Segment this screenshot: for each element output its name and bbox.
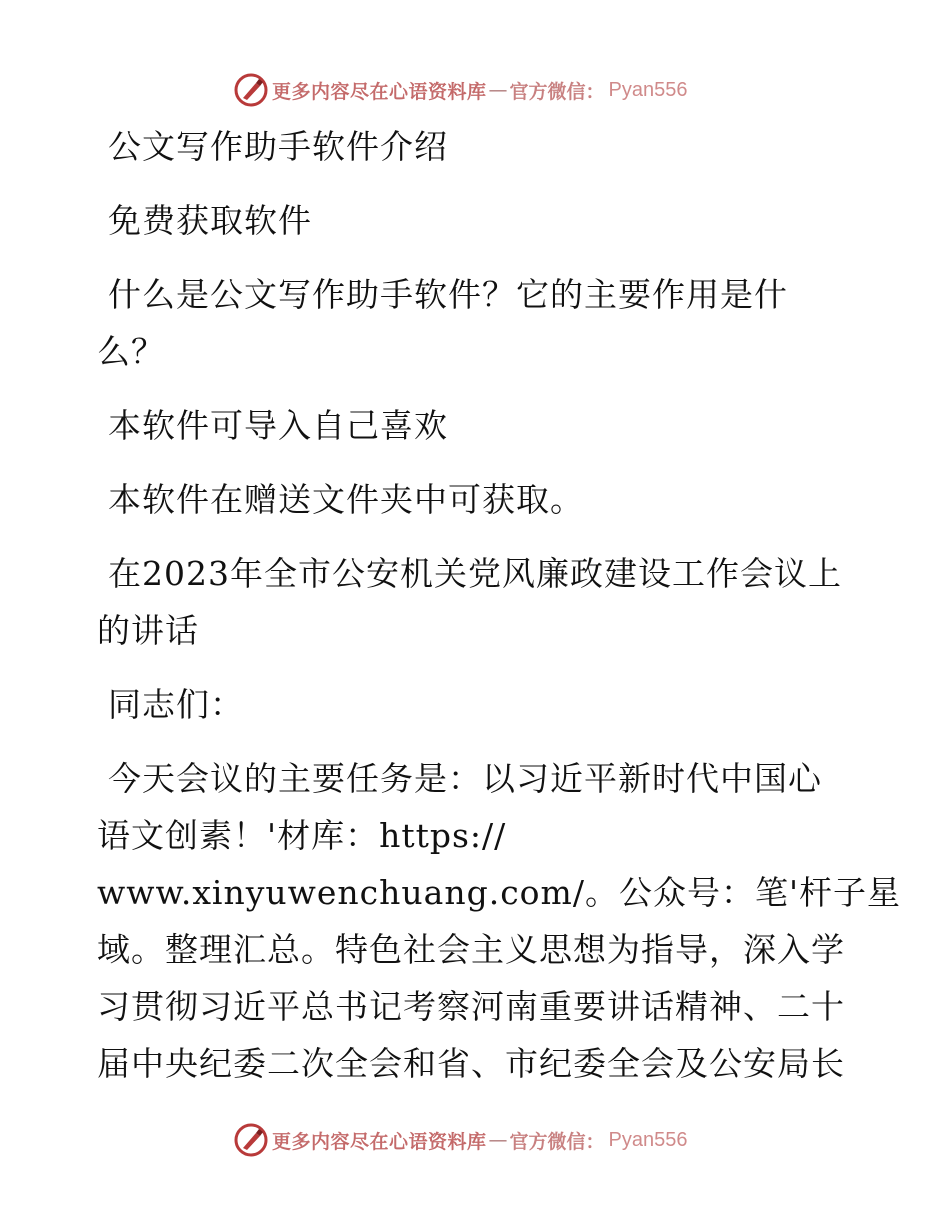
paragraph-title xyxy=(97,118,857,175)
paragraph-line: 免费获取软件 xyxy=(108,201,312,240)
paragraph-what-is xyxy=(97,249,857,380)
banner-slogan: 更多内容尽在心语资料库 xyxy=(272,1130,487,1153)
paragraph-line: 域。整理汇总。特色社会主义思想为指导，深入学 xyxy=(97,930,845,969)
paragraph-import xyxy=(97,380,857,454)
paragraph-line: 语文创素！'材库：https:// xyxy=(97,816,507,855)
header-watermark-banner xyxy=(234,70,688,110)
paragraph-line: www.xinyuwenchuang.com/。公众号：笔'杆子星 xyxy=(97,873,902,912)
footer-watermark-banner xyxy=(234,1120,688,1160)
paragraph-main-task xyxy=(97,733,902,1092)
banner-wechat-id: Pyan556 xyxy=(608,78,688,101)
banner-dash: — xyxy=(488,1129,508,1151)
paragraph-line: 的讲话 xyxy=(97,611,199,650)
pen-logo-icon xyxy=(234,1123,268,1157)
paragraph-line: 习贯彻习近平总书记考察河南重要讲话精神、二十 xyxy=(97,987,845,1026)
banner-wechat-id: Pyan556 xyxy=(608,1128,688,1151)
pen-logo-icon xyxy=(234,73,268,107)
banner-slogan: 更多内容尽在心语资料库 xyxy=(272,80,487,103)
paragraph-line: 公文写作助手软件介绍 xyxy=(108,127,448,166)
paragraph-line: 本软件在赠送文件夹中可获取。 xyxy=(108,480,584,519)
paragraph-line: 同志们： xyxy=(108,685,244,724)
document-body xyxy=(97,118,902,1092)
paragraph-line: 今天会议的主要任务是：以习近平新时代中国心 xyxy=(108,759,822,798)
paragraph-free-download xyxy=(97,175,857,249)
banner-contact-label: 官方微信： xyxy=(509,1130,605,1153)
paragraph-line: 什么是公文写作助手软件？它的主要作用是什 xyxy=(108,275,788,314)
paragraph-line: 届中央纪委二次全会和省、市纪委全会及公安局长 xyxy=(97,1044,845,1083)
paragraph-line: 在2023年全市公安机关党风廉政建设工作会议上 xyxy=(108,554,842,593)
paragraph-line: 本软件可导入自己喜欢 xyxy=(108,406,448,445)
paragraph-gift-folder xyxy=(97,454,857,528)
paragraph-salutation xyxy=(97,659,857,733)
banner-dash: — xyxy=(488,79,508,101)
paragraph-line: 么？ xyxy=(97,332,165,371)
paragraph-speech-title xyxy=(97,528,857,659)
banner-contact-label: 官方微信： xyxy=(509,80,605,103)
